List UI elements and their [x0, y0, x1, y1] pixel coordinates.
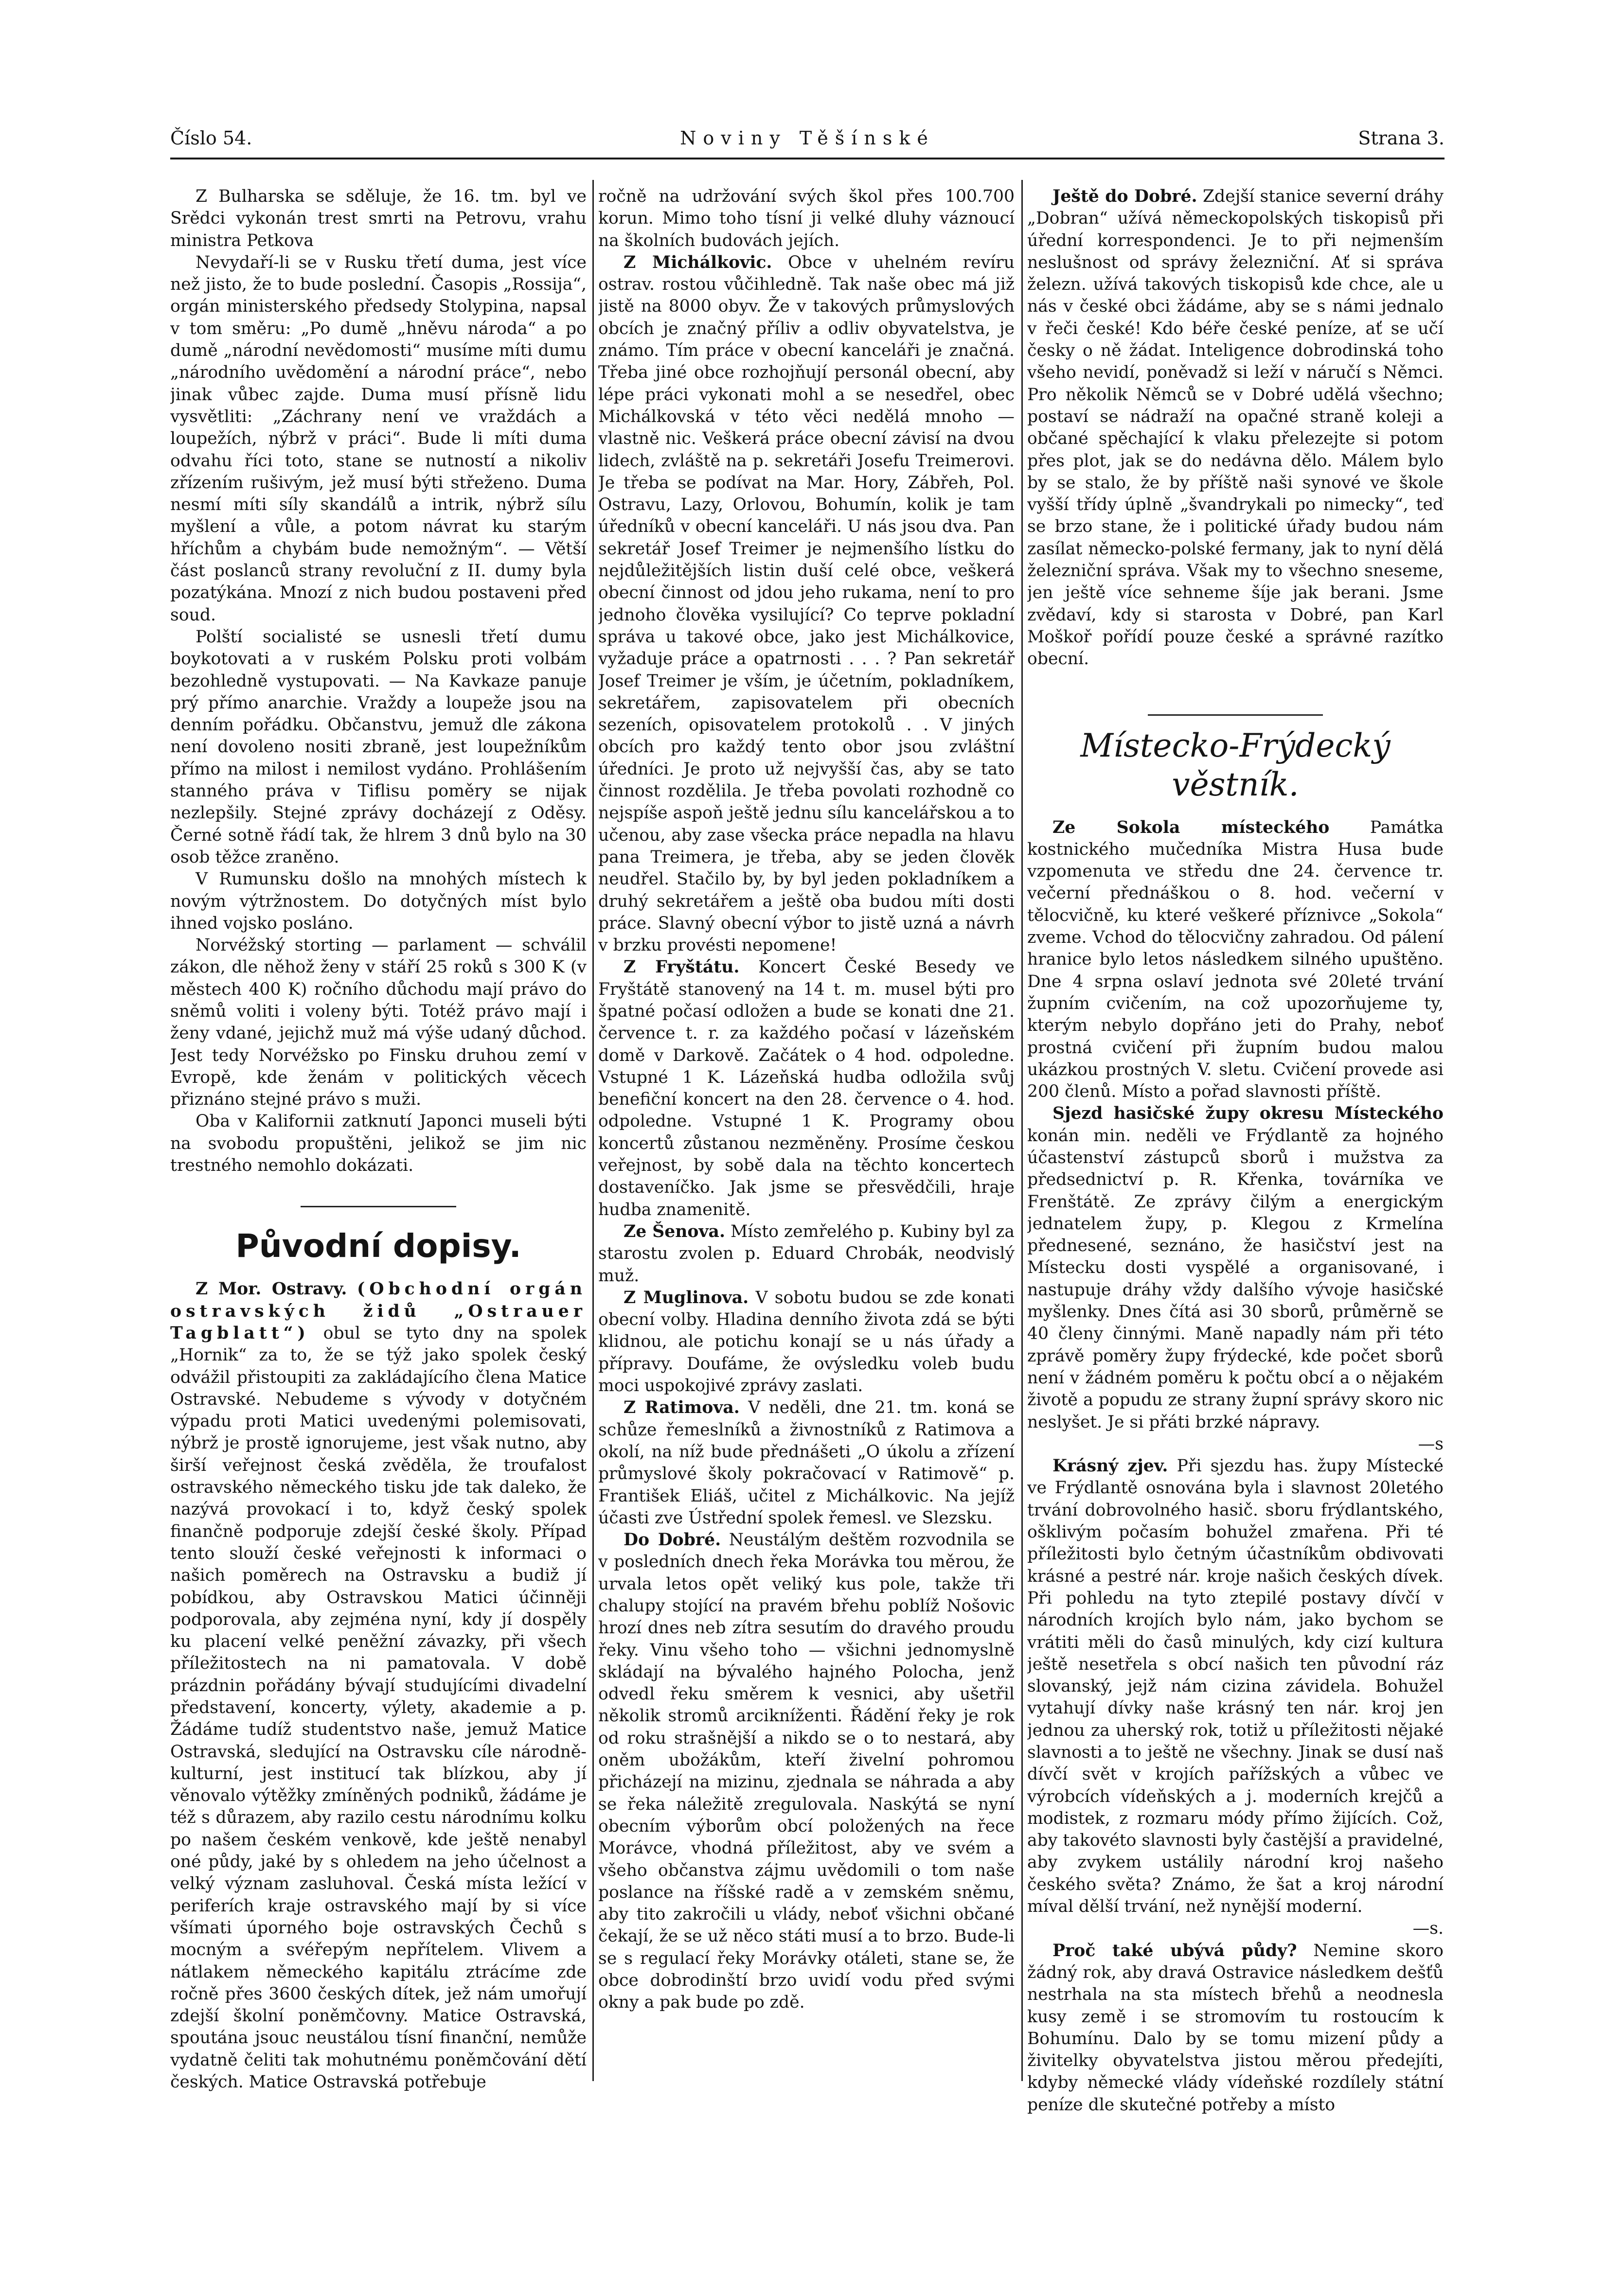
- section-heading: Původní dopisy.: [235, 1227, 521, 1265]
- article-paragraph: [598, 956, 1015, 1221]
- article-paragraph: [1027, 1103, 1444, 1433]
- article-paragraph: Nevydaří-li se v Rusku třetí duma, jest více než jisto, že to bude poslední. Časopis „Rossija“, orgán ministerského předsedy Stolypina, napsal v tom směru: „Po dumě „hněvu národa“ a po dumě „národní nevědomosti“ musíme míti dumu „národního uvědomění a národní práce“, nebo jinak vůbec zajde. Duma musí přísně lidu vysvětliti: „Záchrany není ve vraždách a loupežích, nýbrž v práci“. Bude li míti duma odvahu říci toto, stane se nutností a nikoliv zřízením rušivým, jež musí býti střeženo. Duma nesmí míti síly skandálů a intrik, nýbrž sílu myšlení a vůle, a potom návrat ku starým hříchům a chybám bude nemožným“. — Větší část poslanců strany revoluční z II. dumy byla pozatýkána. Mnozí z nich budou postaveni před soud.: [170, 252, 587, 625]
- article-body: Zdejší stanice severní dráhy „Dobran“ užívá německopolských tiskopisů při úřední korrespondenci. Je to při nejmenším neslušnost od správy železniční. Ať si správa železn. užívá takových tiskopisů kde chce, ale u nás v české obci žádáme, aby se s námi jednalo v řeči české! Kdo béře české peníze, ať se učí česky o ně žádat. Inteligence dobrodinská toho všeho nevidí, poněvadž si leží v náručí s Němci. Pro několik Němců se v Dobré udělá všechno; postaví se nádraží na opačné straně koleji a občané spěchající k vlaku přelezejte si potom přes plot, jak se do nedávna dělo. Málem bylo by se stalo, že by příště naši synové ve škole vyšší třídy úplně „švandrykali po nimecky“, teď se brzo stane, že i politické úřady budou nám zasílat německo-polské fermany, jak to nyní dělá železniční správa. Však my to všechno sneseme, jen ještě více sehneme šíje jak berani. Jsme zvědaví, kdy si starosta v Dobré, pan Karl Moškoř pořídí pouze české a správné razítko obecní.: [1027, 187, 1444, 669]
- article-body: Místo zemřelého p. Kubiny byl za starostu zvolen p. Eduard Chrobák, neodvislý muž.: [598, 1221, 1015, 1286]
- article-paragraph: [598, 1287, 1015, 1397]
- article-body: Koncert České Besedy ve Fryštátě stanovený na 14 t. m. musel býti pro špatné počasí odložen a bude se konati dne 21. července t. r. za každého počasí v lázeňském domě v Darkově. Začátek o 4 hod. odpoledne. Vstupné 1 K. Lázeňská hudba odložila svůj benefiční koncert na den 28. července o 4. hod. odpoledne. Vstupné 1 K. Programy obou koncertů zůstanou nezměněny. Prosíme českou veřejnost, by sobě dala na těchto koncertech dostaveníčko. Jak jsme se přesvědčili, hraje hudba znamenitě.: [598, 957, 1015, 1219]
- column-2: [598, 186, 1015, 2131]
- article-paragraph: [170, 1278, 587, 2093]
- article-body: Nemine skoro žádný rok, aby dravá Ostravice následkem dešťů nestrhala na sta místech břehů a neodnesla kusy země i se stromovím tu rostoucím k Bohumínu. Dalo by se tomu mizení půdy a živitelky obyvatelstva jistou měrou předejíti, kdyby německé vlády vídeňské rozdílely státní peníze dle skutečné potřeby a místo: [1027, 1941, 1444, 2115]
- article-lead: Z Fryštátu.: [624, 957, 740, 977]
- article-lead: Proč také ubývá půdy?: [1052, 1941, 1297, 1960]
- article-body: V sobotu budou se zde konati obecní volby. Hladina denního života zdá se býti klidnou, ale potichu konají se u nás úřady a přípravy. Doufáme, že ovýsledku voleb budu moci uspokojivé zprávy zaslati.: [598, 1288, 1015, 1396]
- section-heading: Místecko-Frýdecký věstník.: [1080, 726, 1391, 803]
- article-lead: Z Mor. Ostravy.: [196, 1279, 347, 1299]
- article-lead: Ze Sokola místeckého: [1052, 817, 1330, 837]
- article-body: Obce v uhelném revíru ostrav. rostou vůčihledně. Tak naše obec má již jistě na 8000 obyv. Že v takových průmyslových obcích je značný příliv a odliv obyvatelstva, je známo. Tím práce v obecní kanceláři je značná. Třeba jiné obce rozhojňují personál obecní, aby lépe práci vykonati mohl a se nesedřel, obec Michálkovská v této věci nedělá mnoho — vlastně nic. Veškerá práce obecní závisí na dvou lidech, zvláště na p. sekretáři Josefu Treimerovi. Je třeba se podívat na Mar. Hory, Zábřeh, Pol. Ostravu, Lazy, Orlovou, Bohumín, kolik je tam úředníků v obecní kanceláři. U nás jsou dva. Pan sekretář Josef Treimer je nejmenšího lístku do nejdůležitějších listin duší celé obce, veškerá obecní činnost od jdou jeho rukama, není to pro jednoho člověka vysilující? Co teprve pokladní správa u takové obce, jako jest Michálkovice, vyžaduje práce a opatrnosti . . . ? Pan sekretář Josef Treimer je vším, je účetním, pokladníkem, sekretářem, zapisovatelem při obecních sezeních, opisovatelem protokolů . . V jiných obcích pro každý tento obor jsou zvláštní úředníci. Je proto už nejvyšší čas, aby se tato činnost rozdělila. Je třeba povolati rozhodně co nejspíše aspoň ještě jednu sílu kancelářskou a to učenou, aby zase všecka práce nepadla na hlavu pana Treimera, je třeba, aby se jeden člověk neudřel. Stačilo by, by byl jeden pokladníkem a druhý sekretářem a ještě oba budou míti dosti práce. Slavný obecní výbor to jistě uzná a návrh v brzku provésti nepomene!: [598, 252, 1015, 955]
- article-lead: Krásný zjev.: [1052, 1456, 1168, 1476]
- article-body: Při sjezdu has. župy Místecké ve Frýdlantě osnována byla i slavnost 20letého trvání dobrovolného hasič. sboru frýdlantského, ošklivým počasím bohužel zmařena. Při té příležitosti bylo četným účastníkům obdivovati krásné a pestré nár. kroje našich českých dívek. Při pohledu na tyto ztepilé postavy dívčí v národních krojích bylo nám, jako bychom se vrátiti měli do časů minulých, kdy cizí kultura ještě nesetřela s obcí našich ten původní ráz slovanský, jejž nám cizina závidela. Bohužel vytahují dívky naše krásný ten nár. kroj jen jednou za uherský rok, totiž u příležitosti nějaké slavnosti a to ještě ne všechny. Jinak se dusí naš dívčí svět v krojích pařížských a vůbec ve výrobcích vídeňských a j. moderních krejčů a modistek, z rozmaru módy přímo žijících. Což, aby takovéto slavnosti byly častější a pravidelné, aby zvykem ustálily národní kroj našeho českého světa? Známo, že šat a kroj národní míval dělší trvání, než nynější moderní.: [1027, 1456, 1444, 1917]
- article-lead: Ještě do Dobré.: [1052, 187, 1197, 206]
- column-3: [1027, 186, 1444, 2131]
- article-body: konán min. neděli ve Frýdlantě za hojného účastenství zástupců sborů i mužstva za předsednictví p. R. Křenka, továrníka ve Frenštátě. Ze zprávy čilým a energickým jednatelem župy, p. Klegou z Krmelína přednesené, seznáno, že hasičství jest na Místecku dosti vyspělé a organisované, i nastupuje dráhy vždy dalšího vývoje hasičské myšlenky. Dnes čítá asi 30 sborů, průměrně se 40 členy činnými. Maně napadly nám při této zprávě poměry župy frýdecké, kde počet sborů není v žádném poměru k počtu obcí a o nějakém životě a popudu ze strany župní správy skoro nic neslyšet. Je si přáti brzké nápravy.: [1027, 1126, 1444, 1432]
- article-paragraph: Z Bulharska se sděluje, že 16. tm. byl ve Srědci vykonán trest smrti na Petrovu, vrahu ministra Petkova: [170, 187, 587, 250]
- article-body: obul se tyto dny na spolek „Hornik“ za to, že se týž jako spolek český odvážil přistoupiti za zakládajícího člena Matice Ostravské. Nebudeme s vývody v dotyčném výpadu proti Matici uvedenými polemisovati, nýbrž je prostě ignorujeme, jest však nutno, aby širší veřejnost česká zvěděla, že troufalost ostravského německého tisku jde tak daleko, že nazývá provokací i to, když český spolek finančně podporuje zdejší české školy. Případ tento slouží české veřejnosti k informaci o našich poměrech na Ostravsku a budiž jí pobídkou, aby Ostravskou Matici účinněji podporovala, aby zejména nyní, kdy jí dospěly ku placení velké peněžní závazky, při všech příležitostech na ni pamatovala. V době prázdnin pořádány bývají studujícími divadelní představení, koncerty, výlety, akademie a p. Žádáme tudíž studentstvo naše, jemuž Matice Ostravská, sledující na Ostravsku cíle národně-kulturní, jest institucí tak blízkou, aby jí věnovalo výtěžky zmíněných podniků, žádáme je též s důrazem, aby razilo cestu národnímu kolku po našem českém venkově, kde ještě nenabyl oné půdy, jaké by s ohledem na jeho účelnost a velký význam zasluhoval. Česká místa ležící v periferích kraje ostravského mají by si více všímati úporného boje ostravských Čechů s mocným a svéřepým nepřítelem. Vlivem a nátlakem německého kapitálu ztrácíme zde ročně přes 3600 českých dítek, jež nám umořují zdejší školní poněmčovny. Matice Ostravská, spoutána jsouc neustálou tísní finanční, nemůže vydatně čeliti tak mohutnému poněmčování dětí českých. Matice Ostravská potřebuje: [170, 1323, 587, 2092]
- article-paragraph: [598, 252, 1015, 957]
- column-divider: [592, 180, 594, 2081]
- article-paragraph: [1027, 1940, 1444, 2116]
- article-lead: Do Dobré.: [624, 1530, 721, 1550]
- column-1: [170, 186, 587, 2131]
- column-divider: [1021, 180, 1023, 2081]
- article-paragraph: Oba v Kalifornii zatknutí Japonci museli býti na svobodu propuštěni, jelikož se jim nic trestného nemohlo dokázati.: [170, 1112, 587, 1176]
- article-lead: Sjezd hasičské župy okresu Místeckého: [1052, 1104, 1444, 1124]
- article-body: V neděli, dne 21. tm. koná se schůze řemeslníků a živnostníků z Ratimova a okolí, na níž bude přednášeti „O úkolu a zřízení průmyslové školy pokračovací v Ratimově“ p. František Eliáš, učitel z Michálkovic. Na jejíž účasti zve Ústřední spolek řemesl. ve Slezsku.: [598, 1398, 1015, 1528]
- article-signature: —s: [1418, 1434, 1444, 1454]
- article-lead: Ze Šenova.: [624, 1221, 725, 1241]
- article-paragraph: ročně na udržování svých škol přes 100.700 korun. Mimo toho tísní ji velké dluhy váznoucí na školních budovách jejích.: [598, 187, 1015, 250]
- article-paragraph: [598, 1529, 1015, 2014]
- issue-number: Číslo 54.: [170, 127, 252, 149]
- section-divider: [301, 1206, 456, 1207]
- article-signature: —s.: [1412, 1919, 1444, 1939]
- article-paragraph: Polští socialisté se usnesli třetí dumu boykotovati a v ruském Polsku proti volbám bezohledně vystupovati. — Na Kavkaze panuje prý přímo anarchie. Vraždy a loupeže jsou na denním pořádku. Občanstvu, jemuž dle zákona není dovoleno nositi zbraně, jest loupežníkům přímo na milost i nemilost vydáno. Prohlášením stanného práva v Tiflisu poměry se nijak nezlepšily. Stejné zprávy docházejí z Oděsy. Černé sotně řádí tak, že hlrem 3 dnů bylo na 30 osob těžce zraněno.: [170, 627, 587, 867]
- article-spaced-text: (Obchodní orgán ostravských židů „Ostrauer Tagblatt“): [170, 1279, 587, 1343]
- article-body: Neustálým deštěm rozvodnila se v posledních dnech řeka Morávka tou měrou, že urvala letos opět veliký kus pole, takže tři chalupy stojící na pravém břehu poblíž Nošovic hrozí dnes neb zítra sesutím do dravého proudu řeky. Vinu všeho toho — všichni jednomyslně skládají na bývalého hajného Polocha, jenž odvedl řeku směrem k vesnici, aby ušetřil několik stromů arcikníženti. Řádění řeky je rok od roku strašnější a nikdo se o to nestará, aby oněm ubožákům, kteří živelní pohromou přicházejí na mizinu, zjednala se náhrada a aby se řeka náležitě zregulovala. Naskýtá se nyní obecním výborům obcí položených na řece Morávce, vhodná příležitost, aby ve svém a všeho občanstva zájmu uvědomili o tom naše poslance na říšské radě a v zemském sněmu, aby tito zakročili u vlády, neboť všichni občané čekají, že se už něco státi musí a to brzo. Bude-li se s regulací řeky Morávky otáleti, stane se, že obce dobrodinští brzo uvidí vodu před svými okny a pak bude po zdě.: [598, 1530, 1015, 2013]
- article-lead: Z Michálkovic.: [624, 252, 772, 272]
- article-paragraph: V Rumunsku došlo na mnohých místech k novým výtržnostem. Do dotyčných míst bylo ihned vojsko posláno.: [170, 869, 587, 933]
- article-lead: Z Muglinova.: [624, 1288, 749, 1307]
- article-paragraph: [598, 1397, 1015, 1529]
- article-paragraph: Norvéžský storting — parlament — schválil zákon, dle něhož ženy v stáří 25 roků s 300 K (v městech 400 K) ročního důchodu mají právo do sněmů voliti i voleny býti. Totéž právo mají i ženy vdané, jejichž muž má výše udaný důchod. Jest tedy Norvéžsko po Finsku druhou zemí v Evropě, kde ženám v politických věcech přiznáno stejné právo s muži.: [170, 936, 587, 1110]
- article-paragraph: [1027, 817, 1444, 1103]
- article-paragraph: [1027, 1455, 1444, 1918]
- page-number: Strana 3.: [1358, 127, 1444, 149]
- article-paragraph: [598, 1221, 1015, 1287]
- article-paragraph: [1027, 186, 1444, 671]
- article-body: Památka kostnického mučedníka Mistra Husa bude vzpomenuta ve středu dne 24. července tr. večerní přednáškou o 8. hod. večerní v tělocvičně, ku které veškeré příznivce „Sokola“ zveme. Vchod do tělocvičny zahradou. Od pálení hranice bylo letos následkem silného upuštěno. Dne 4 srpna oslaví jednota své 20leté trvání župním cvičením, na což upozorňujeme ty, kterým nebylo dopřáno jeti do Prahy, neboť prostná cvičení při župním budou malou ukázkou prostných V. sletu. Cvičení provede asi 200 členů. Místo a pořad slavnosti příště.: [1027, 817, 1444, 1102]
- newspaper-title: Noviny Těšínské: [680, 127, 935, 149]
- page-header: [170, 127, 1444, 159]
- section-divider: [1148, 714, 1323, 716]
- article-lead: Z Ratimova.: [624, 1398, 740, 1418]
